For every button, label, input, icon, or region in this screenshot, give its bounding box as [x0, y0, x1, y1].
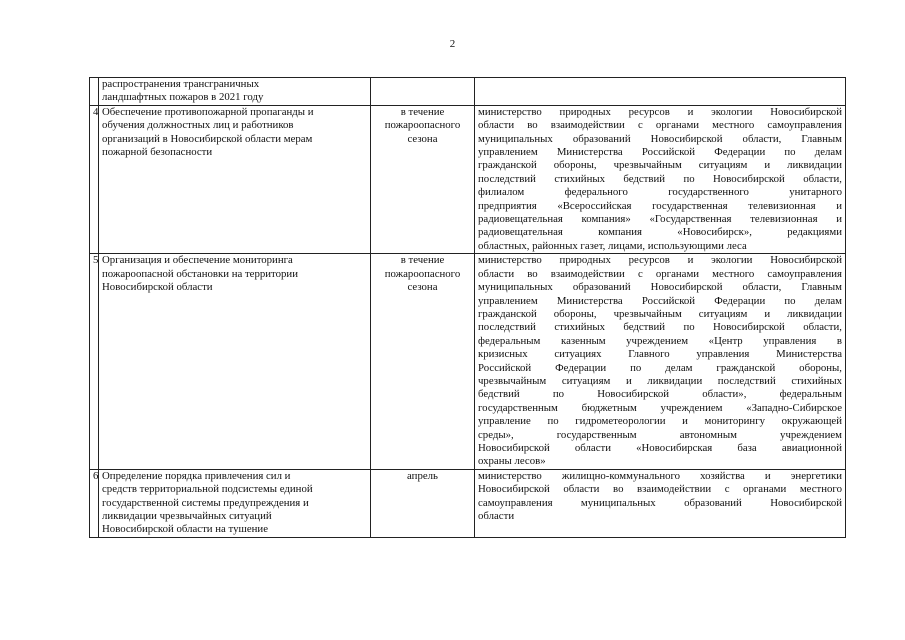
- measure-description-line: ландшафтных пожаров в 2021 году: [102, 91, 264, 104]
- table-row: [90, 105, 846, 253]
- measure-description-line: Новосибирской области: [102, 281, 213, 294]
- responsible-parties-line: гражданской обороны, чрезвычайным ситуациям и ликвидации: [478, 307, 842, 320]
- responsible-parties-line: муниципальных образований Новосибирской области, Главным: [478, 132, 842, 145]
- responsible-parties-line: министерство природных ресурсов и экологии Новосибирской: [478, 105, 842, 118]
- responsible-parties-line: гражданской обороны, чрезвычайным ситуациям и ликвидации: [478, 159, 842, 172]
- responsible-parties-line: Новосибирской области «Новосибирская база авиационной: [478, 441, 842, 454]
- responsible-parties-line: области во взаимодействии с органами местного самоуправления: [478, 267, 842, 280]
- responsible-parties-line: управлением Министерства Российской Федерации по делам: [478, 146, 842, 159]
- measure-description-line: обучения должностных лиц и работников: [102, 119, 294, 132]
- responsible-parties-line: министерство природных ресурсов и экологии Новосибирской: [478, 254, 842, 267]
- responsible-parties-line: министерство жилищно-коммунального хозяйства и энергетики: [478, 469, 842, 482]
- responsible-parties-line: области: [478, 510, 515, 522]
- responsible-parties-line: самоуправления муниципальных образований Новосибирской: [478, 496, 842, 509]
- responsible-parties-line: кризисных ситуациях Главного управления Министерства: [478, 348, 842, 361]
- responsible-parties-line: Новосибирской области во взаимодействии с органами местного: [478, 483, 842, 496]
- execution-period-line: в течение: [400, 254, 445, 267]
- responsible-parties-line: чрезвычайным ситуациям и ликвидации последствий стихийных: [478, 374, 842, 387]
- responsible-parties-line: муниципальных образований Новосибирской области, Главным: [478, 281, 842, 294]
- measure-description-line: пожароопасной обстановки на территории: [102, 267, 298, 280]
- responsible-parties: [475, 254, 846, 470]
- responsible-parties-line: федеральным казенным учреждением «Центр управления в: [478, 334, 842, 347]
- responsible-parties: [475, 105, 846, 253]
- measure-description-line: Новосибирской области на тушение: [102, 523, 268, 536]
- responsible-parties-line: управлением Министерства Российской Федерации по делам: [478, 294, 842, 307]
- measure-description-line: Обеспечение противопожарной пропаганды и: [102, 105, 314, 118]
- measures-table: [89, 77, 846, 538]
- measure-description: [99, 78, 371, 106]
- execution-period-line: пожароопасного: [384, 267, 461, 280]
- responsible-parties-line: среды», государственным автономным учреждением: [478, 428, 842, 441]
- responsible-parties-line: последствий стихийных бедствий по Новосибирской области,: [478, 321, 842, 334]
- measure-description-line: государственной системы предупреждения и: [102, 496, 309, 509]
- responsible-parties-line: государственным бюджетным учреждением «Западно-Сибирское: [478, 401, 842, 414]
- row-number: 6: [90, 469, 99, 537]
- row-number: 5: [90, 254, 99, 470]
- execution-period-line: апрель: [407, 469, 438, 482]
- responsible-parties-line: области во взаимодействии с органами местного самоуправления: [478, 119, 842, 132]
- execution-period: [371, 254, 475, 470]
- responsible-parties: [475, 78, 846, 106]
- table-row: [90, 469, 846, 537]
- responsible-parties-line: областных, районных газет, лицами, использующими леса: [478, 239, 747, 252]
- execution-period-line: в течение: [400, 105, 445, 118]
- measure-description: [99, 105, 371, 253]
- execution-period-line: сезона: [407, 281, 438, 294]
- measure-description-line: ликвидации чрезвычайных ситуаций: [102, 510, 272, 522]
- execution-period: [371, 469, 475, 537]
- responsible-parties-line: бедствий по Новосибирской области», федеральным: [478, 388, 842, 401]
- responsible-parties-line: радиовещательная компания» «Государственная телевизионная и: [478, 213, 842, 226]
- measure-description-line: распространения трансграничных: [102, 78, 260, 90]
- measure-description: [99, 469, 371, 537]
- responsible-parties-line: управление по гидрометеорологии и мониторингу окружающей: [478, 415, 842, 428]
- measure-description-line: пожарной безопасности: [102, 146, 213, 159]
- responsible-parties-line: радиовещательная компания «Новосибирск», редакциями: [478, 226, 842, 239]
- table-row: [90, 78, 846, 106]
- responsible-parties: [475, 469, 846, 537]
- page-number: 2: [449, 38, 456, 50]
- responsible-parties-line: Российской Федерации по делам гражданской обороны,: [478, 361, 842, 374]
- measure-description-line: Определение порядка привлечения сил и: [102, 469, 291, 482]
- measure-description: [99, 254, 371, 470]
- responsible-parties-line: филиалом федерального государственного унитарного: [478, 186, 842, 199]
- execution-period-line: пожароопасного: [384, 119, 461, 132]
- table-row: [90, 254, 846, 470]
- execution-period: [371, 105, 475, 253]
- row-number: [90, 78, 99, 106]
- measure-description-line: организаций в Новосибирской области мерам: [102, 132, 313, 145]
- row-number: 4: [90, 105, 99, 253]
- responsible-parties-line: охраны лесов»: [478, 455, 546, 468]
- responsible-parties-line: предприятия «Всероссийская государственная телевизионная и: [478, 199, 842, 212]
- measure-description-line: Организация и обеспечение мониторинга: [102, 254, 293, 267]
- execution-period-line: сезона: [407, 132, 438, 145]
- measure-description-line: средств территориальной подсистемы единой: [102, 483, 313, 496]
- responsible-parties-line: последствий стихийных бедствий по Новосибирской области,: [478, 172, 842, 185]
- execution-period: [371, 78, 475, 106]
